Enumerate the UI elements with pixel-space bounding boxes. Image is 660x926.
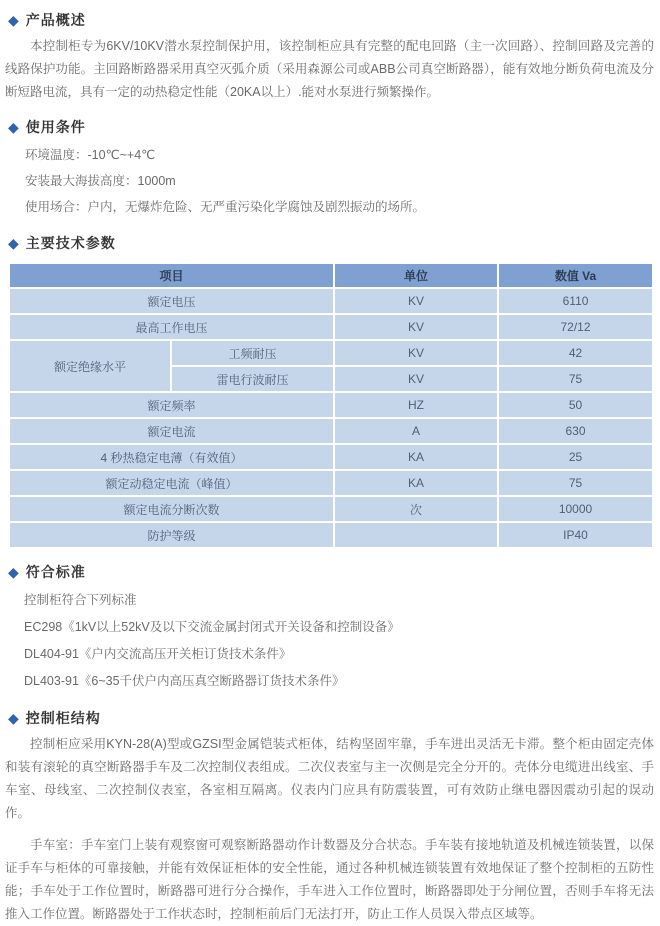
item-group-cell: 额定绝缘水平 (9, 340, 171, 392)
condition-item: 使用场合：户内，无爆炸危险、无严重污染化学腐蚀及剧烈振动的场所。 (25, 200, 426, 214)
section-title: 产品概述 (25, 12, 86, 28)
unit-cell: KA (334, 444, 498, 470)
section-heading (8, 117, 660, 137)
unit-cell: KA (334, 470, 498, 496)
table-row (9, 288, 653, 314)
section-cabinet-structure (0, 708, 660, 926)
item-cell: 额定电流分断次数 (9, 496, 334, 522)
unit-cell: HZ (334, 392, 498, 418)
table-row (9, 522, 653, 548)
standard-item: DL403-91《6~35千伏户内高压真空断路器订货技术条件》 (24, 674, 345, 688)
unit-cell (334, 522, 498, 548)
value-cell: 42 (498, 340, 653, 366)
unit-cell: KV (334, 340, 498, 366)
section-compliance-standards (0, 562, 660, 695)
parameters-table (8, 262, 654, 549)
item-cell: 工频耐压 (171, 340, 334, 366)
diamond-bullet-icon: ◆ (8, 710, 19, 726)
unit-cell: KV (334, 366, 498, 392)
unit-cell: 次 (334, 496, 498, 522)
unit-cell: KV (334, 288, 498, 314)
condition-item: 安装最大海拔高度：1000m (25, 174, 176, 188)
diamond-bullet-icon: ◆ (8, 12, 19, 28)
diamond-bullet-icon: ◆ (8, 119, 19, 135)
value-cell: 25 (498, 444, 653, 470)
column-header-unit: 单位 (334, 263, 498, 288)
diamond-bullet-icon: ◆ (8, 235, 19, 251)
overview-paragraph: 本控制柜专为6KV/10KV潜水泵控制保护用，该控制柜应具有完整的配电回路（主一次回路）、控制回路及完善的线路保护功能。主回路断路器采用真空灭弧介质（采用森源公司或ABB公司真空断路器），能有效地分断负荷电流及分断短路电流，具有一定的动热稳定性能（20KA以上）.能对水泵进行频繁操作。 (5, 39, 654, 99)
diamond-bullet-icon: ◆ (8, 564, 19, 580)
section-title: 符合标准 (25, 564, 86, 580)
item-cell: 额定频率 (9, 392, 334, 418)
value-cell: 630 (498, 418, 653, 444)
value-cell: 10000 (498, 496, 653, 522)
value-cell: 6110 (498, 288, 653, 314)
condition-item: 环境温度：-10℃~+4℃ (25, 148, 156, 162)
structure-paragraph: 控制柜应采用KYN-28(A)型或GZSI型金属铠装式柜体，结构坚固牢靠，手车进出灵活无卡滞。整个柜由固定壳体和装有滚轮的真空断路器手车及二次控制仪表组成。二次仪表室与主一次侧是完全分开的。壳体分电缆进出线室、手车室、母线室、二次控制仪表室，各室相互隔离。仪表内门应具有防震装置，可有效防止继电器因震动引起的误动作。 (5, 737, 654, 820)
value-cell: 50 (498, 392, 653, 418)
section-heading (8, 562, 660, 582)
value-cell: IP40 (498, 522, 653, 548)
table-row (9, 496, 653, 522)
section-usage-conditions (0, 117, 660, 220)
table-row (9, 418, 653, 444)
value-cell: 75 (498, 470, 653, 496)
section-heading (8, 233, 660, 253)
table-row (9, 444, 653, 470)
item-cell: 防护等级 (9, 522, 334, 548)
section-technical-parameters (0, 233, 660, 549)
table-row (9, 392, 653, 418)
table-header-row (9, 263, 653, 288)
handcart-compartment-paragraph: 手车室：手车室门上装有观察窗可观察断路器动作计数器及分合状态。手车装有接地轨道及机械连锁装置，以保证手车与柜体的可靠接触，并能有效保证柜体的安全性能，通过各种机械连锁装置有效地保证了整个控制柜的五防性能；手车处于工作位置时，断路器可进行分合操作，手车进入工作位置时，断路器即处于分闸位置，否则手车将无法推入工作位置。断路器处于工作状态时，控制柜前后门无法打开，防止工作人员误入带点区域等。 (5, 838, 654, 921)
value-cell: 72/12 (498, 314, 653, 340)
section-heading (8, 10, 660, 30)
item-cell: 4 秒热稳定电薄（有效值） (9, 444, 334, 470)
standard-item: 控制柜符合下列标准 (24, 593, 137, 607)
unit-cell: KV (334, 314, 498, 340)
section-title: 主要技术参数 (25, 235, 116, 251)
table-row (9, 340, 653, 366)
item-cell: 额定电压 (9, 288, 334, 314)
table-row (9, 314, 653, 340)
conditions-list (25, 142, 660, 220)
table-row (9, 470, 653, 496)
standards-list (24, 587, 660, 695)
item-cell: 额定动稳定电流（峰值） (9, 470, 334, 496)
section-heading (8, 708, 660, 728)
value-cell: 75 (498, 366, 653, 392)
column-header-value: 数值 Va (498, 263, 653, 288)
standard-item: DL404-91《户内交流高压开关柜订货技术条件》 (24, 647, 292, 661)
item-cell: 额定电流 (9, 418, 334, 444)
section-title: 控制柜结构 (25, 710, 101, 726)
item-cell: 最高工作电压 (9, 314, 334, 340)
unit-cell: A (334, 418, 498, 444)
standard-item: EC298《1kV以上52kV及以下交流金属封闭式开关设备和控制设备》 (24, 620, 400, 634)
column-header-item: 项目 (9, 263, 334, 288)
section-title: 使用条件 (25, 119, 86, 135)
section-product-overview (0, 10, 660, 104)
item-cell: 雷电行波耐压 (171, 366, 334, 392)
